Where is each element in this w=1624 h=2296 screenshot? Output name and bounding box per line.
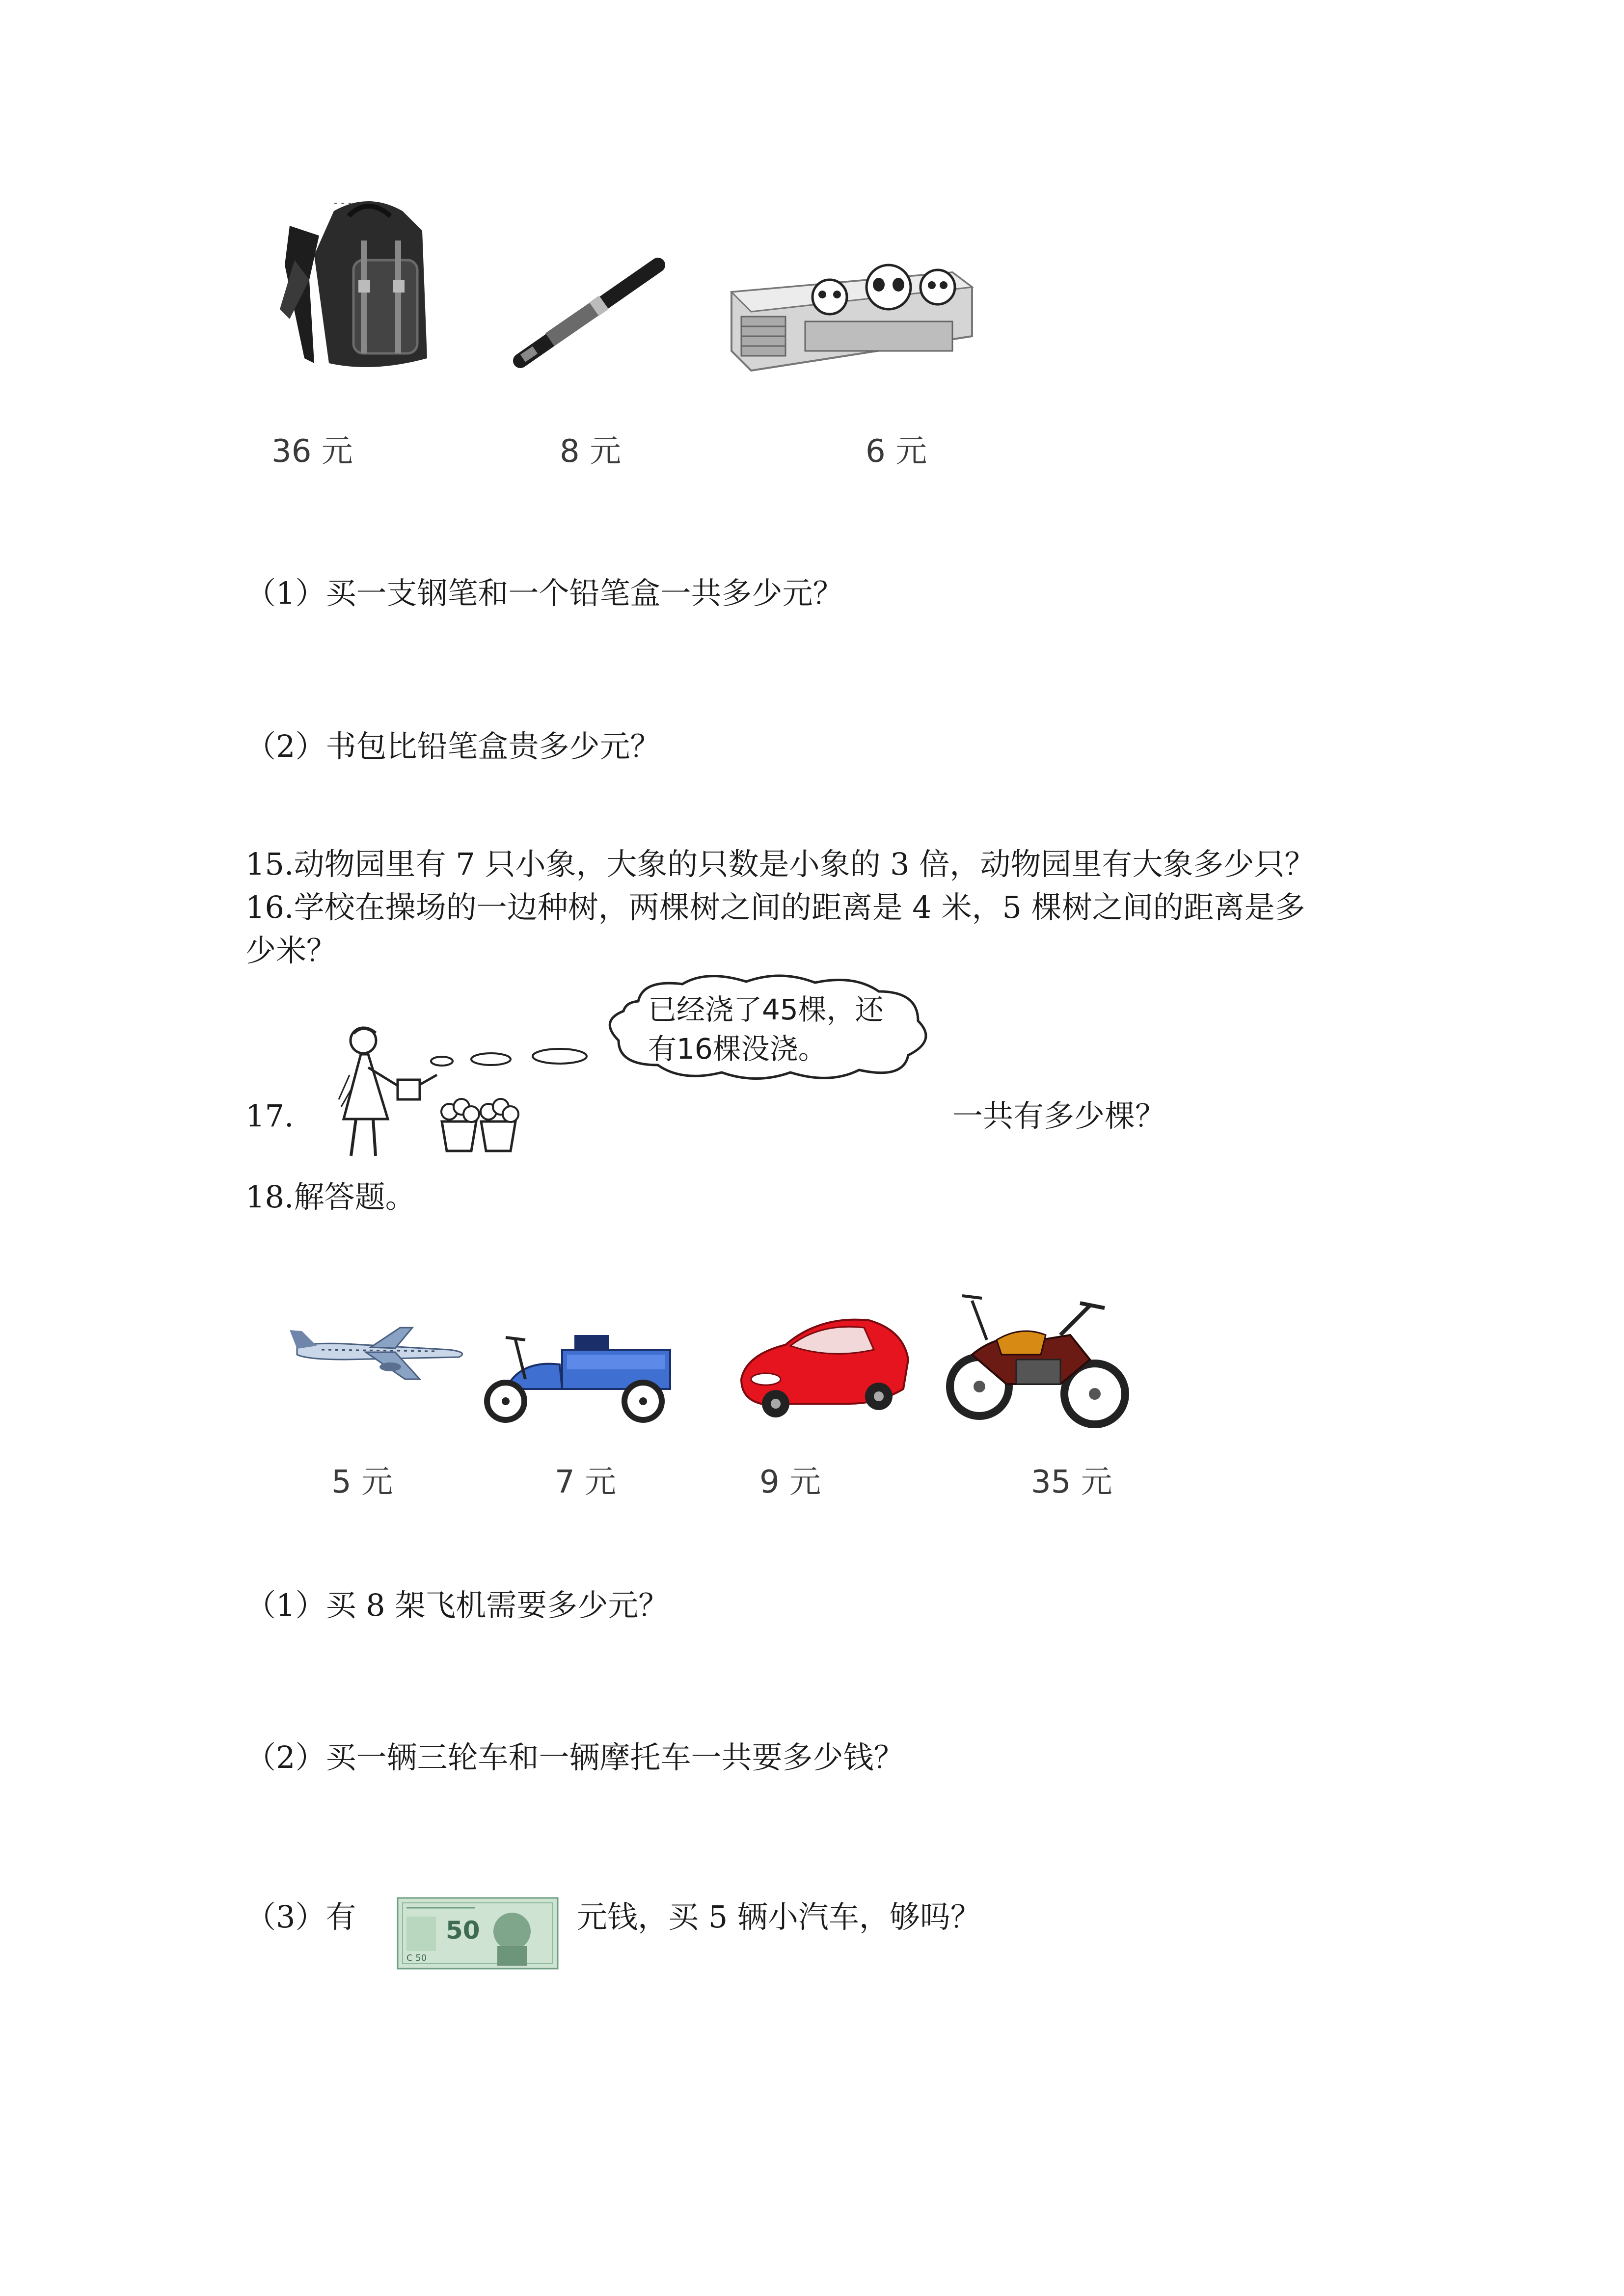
banknote-image (397, 1897, 559, 1970)
q17-question: 一共有多少棵？ (952, 1098, 1166, 1134)
thought-dots (427, 1036, 604, 1075)
motorcycle-price: 35 元 (1031, 1464, 1112, 1500)
q18-sub3-post: 元钱，买 5 辆小汽车，够吗？ (577, 1899, 981, 1935)
airplane-image (287, 1320, 474, 1384)
svg-text:- - -: - - - (334, 197, 352, 209)
sports-car-image (731, 1306, 918, 1423)
q15-text: 15.动物园里有 7 只小象，大象的只数是小象的 3 倍，动物园里有大象多少只？ (245, 846, 1315, 882)
q14-sub2-text: （2）书包比铅笔盒贵多少元？ (245, 728, 661, 764)
svg-text:C 50: C 50 (406, 1953, 427, 1963)
q18-sub1-text: （1）买 8 架飞机需要多少元？ (245, 1587, 669, 1623)
pen-image (506, 255, 668, 373)
pencil-box-image (722, 253, 977, 375)
pencil-box-price: 6 元 (866, 433, 927, 470)
bubble-line2: 有16棵没浇。 (648, 1032, 827, 1066)
q16-line1: 16.学校在操场的一边种树，两棵树之间的距离是 4 米，5 棵树之间的距离是多 (245, 889, 1305, 925)
sports-car-price: 9 元 (759, 1464, 821, 1500)
q18-title: 18.解答题。 (245, 1179, 416, 1215)
q18-sub3-pre: （3）有 (245, 1899, 356, 1935)
q17-number: 17. (245, 1098, 294, 1134)
banknote-value: 50 (446, 1916, 480, 1945)
q18-sub2-text: （2）买一辆三轮车和一辆摩托车一共要多少钱？ (245, 1739, 904, 1775)
tricycle-price: 7 元 (555, 1464, 617, 1500)
airplane-price: 5 元 (331, 1464, 393, 1500)
q14-sub1-text: （1）买一支钢笔和一个铅笔盒一共多少元？ (245, 575, 843, 611)
motorcycle-image (943, 1286, 1134, 1433)
bubble-line1: 已经浇了45棵，还 (648, 993, 884, 1026)
q16-line2: 少米？ (245, 933, 337, 968)
pen-price: 8 元 (560, 433, 622, 470)
tricycle-image (476, 1325, 682, 1423)
backpack-image (275, 196, 457, 383)
backpack-price: 36 元 (271, 433, 353, 470)
